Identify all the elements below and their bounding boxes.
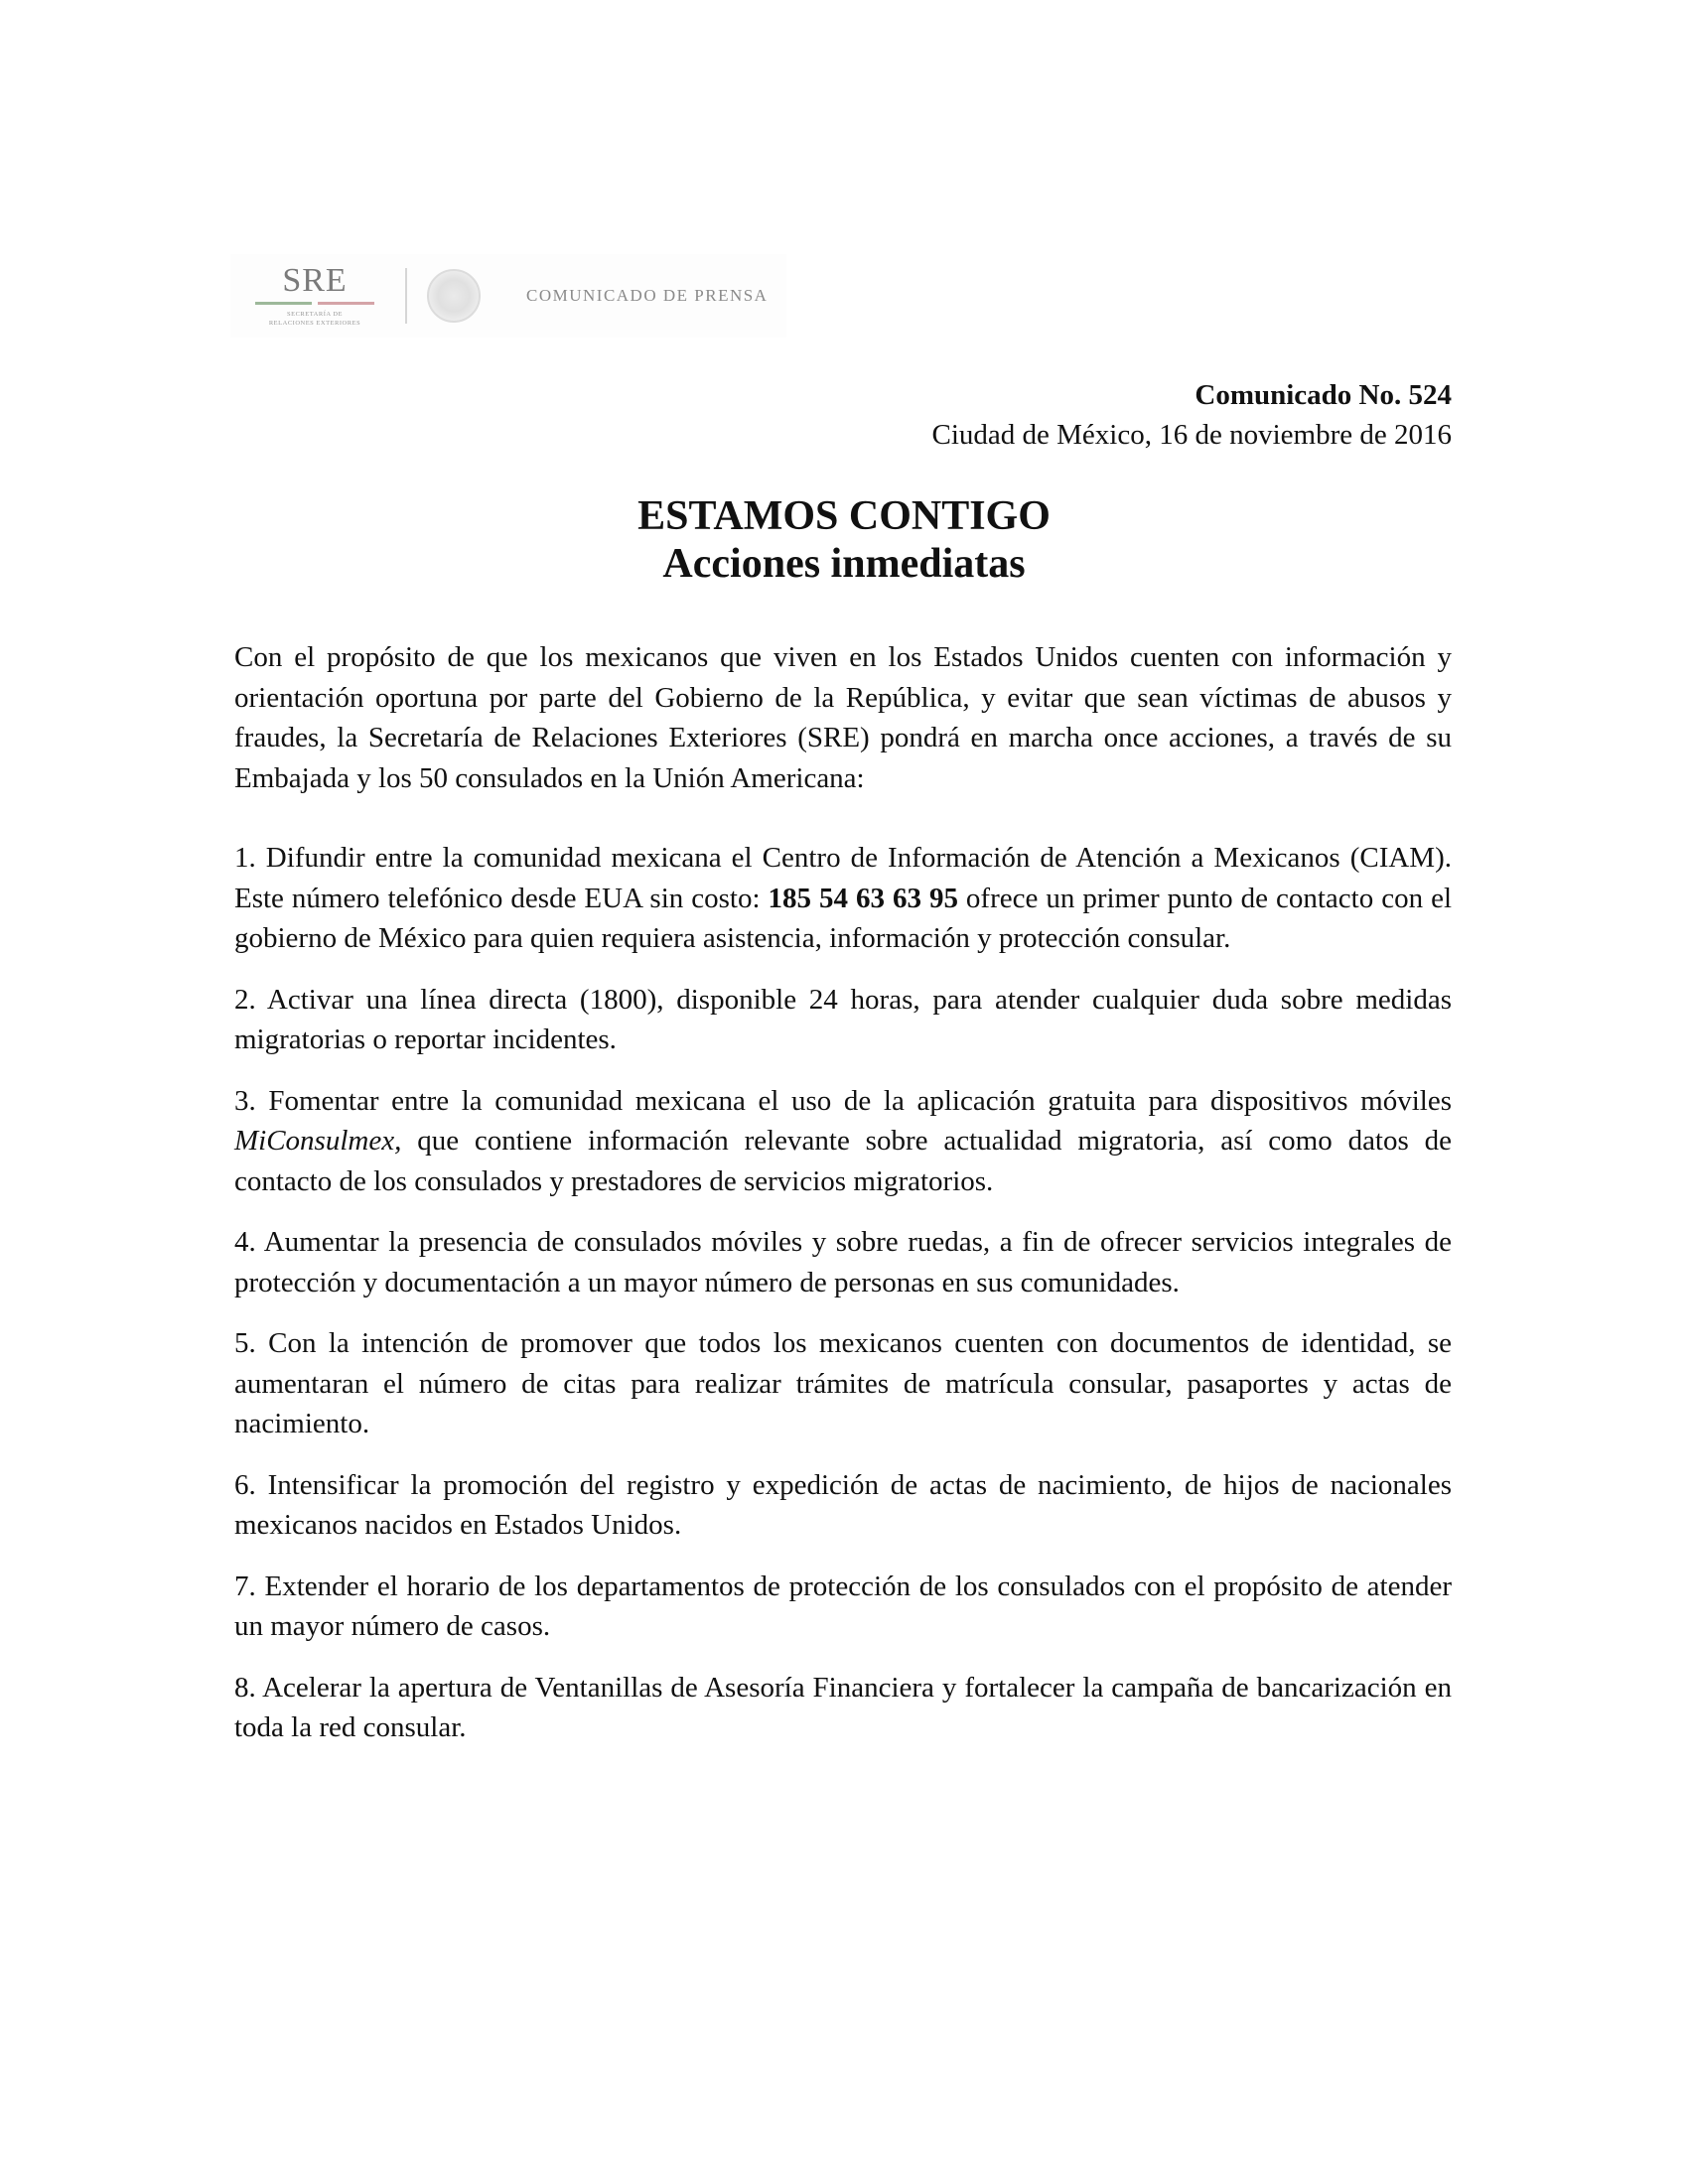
action-item: 4. Aumentar la presencia de consulados móviles y sobre ruedas, a fin de ofrecer servicios integrales de protección y documentación a un mayor número de personas en sus comunidades. xyxy=(234,1226,1452,1298)
ciam-phone-number: 185 54 63 63 95 xyxy=(768,882,958,914)
action-item: 3. Fomentar entre la comunidad mexicana el uso de la aplicación gratuita para dispositivos móviles MiConsulmex, que contiene información relevante sobre actualidad migratoria, así como datos de contacto de los consulados y prestadores de servicios migratorios. xyxy=(234,1084,1452,1197)
document-title xyxy=(0,492,1688,588)
title-subtitle: Acciones inmediatas xyxy=(662,541,1026,587)
action-item: 2. Activar una línea directa (1800), disponible 24 horas, para atender cualquier duda sobre medidas migratorias o reportar incidentes. xyxy=(234,983,1452,1055)
action-item: 1. Difundir entre la comunidad mexicana el Centro de Información de Atención a Mexicanos (CIAM). Este número telefónico desde EUA sin costo: 185 54 63 63 95 ofrece un primer punto de contacto con el gobierno de México para quien requiera asistencia, información y protección consular. xyxy=(234,842,1452,954)
sre-acronym: SRE xyxy=(282,262,348,299)
national-seal-icon xyxy=(427,269,481,323)
press-release-header xyxy=(230,254,786,338)
red-rule-segment xyxy=(318,302,374,305)
flag-color-rule xyxy=(255,302,374,305)
action-item: 7. Extender el horario de los departamentos de protección de los consulados con el propósito de atender un mayor número de casos. xyxy=(234,1570,1452,1642)
green-rule-segment xyxy=(255,302,312,305)
action-item: 8. Acelerar la apertura de Ventanillas de Asesoría Financiera y fortalecer la campaña de bancarización en toda la red consular. xyxy=(234,1671,1452,1743)
intro-paragraph: Con el propósito de que los mexicanos que viven en los Estados Unidos cuenten con información y orientación oportuna por parte del Gobierno de la República, y evitar que sean víctimas de abusos y fraudes, la Secretaría de Relaciones Exteriores (SRE) pondrá en marcha once acciones, a través de su Embajada y los 50 consulados en la Unión Americana: xyxy=(234,641,1452,794)
press-release-label: COMUNICADO DE PRENSA xyxy=(526,286,769,305)
title-main: ESTAMOS CONTIGO xyxy=(637,493,1051,539)
action-item: 5. Con la intención de promover que todos los mexicanos cuenten con documentos de identidad, se aumentaran el número de citas para realizar trámites de matrícula consular, pasaportes y actas de nacimiento. xyxy=(234,1327,1452,1439)
communique-meta xyxy=(932,375,1453,455)
app-name: MiConsulmex, xyxy=(234,1125,402,1157)
logo-divider xyxy=(405,268,407,324)
place-date: Ciudad de México, 16 de noviembre de 2016 xyxy=(931,419,1452,451)
action-item: 6. Intensificar la promoción del registro y expedición de actas de nacimiento, de hijos de nacionales mexicanos nacidos en Estados Unidos. xyxy=(234,1468,1452,1541)
communique-number: Comunicado No. 524 xyxy=(1195,379,1452,411)
agency-subtitle: SECRETARÍA DE RELACIONES EXTERIORES xyxy=(268,311,361,327)
sre-logo xyxy=(240,264,389,328)
document-body xyxy=(234,637,1452,1769)
